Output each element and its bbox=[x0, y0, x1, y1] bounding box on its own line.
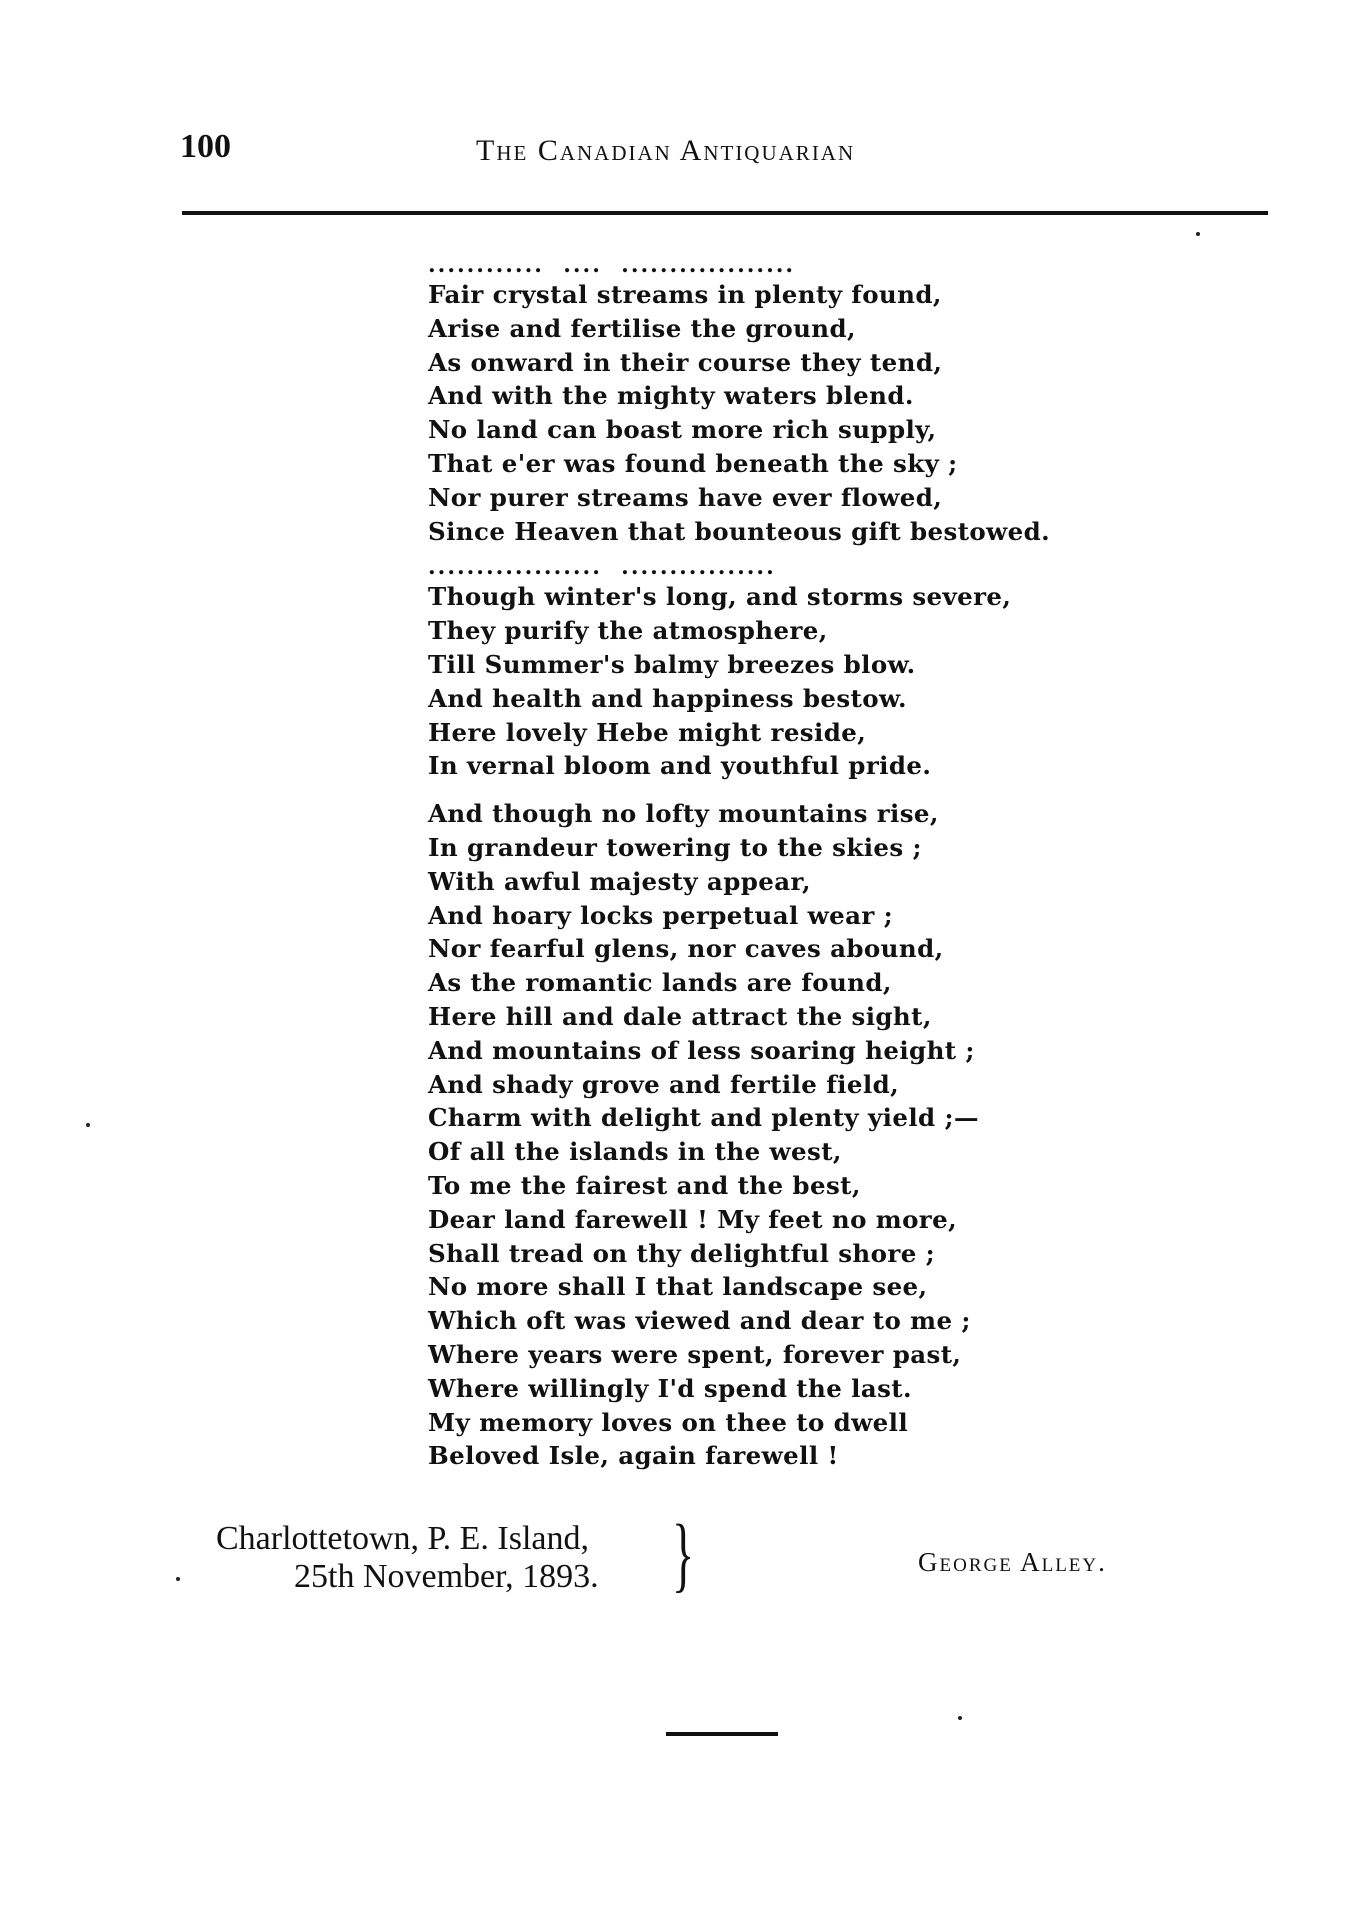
verse-line: Till Summer's balmy breezes blow. bbox=[428, 649, 916, 679]
verse-line: Here lovely Hebe might reside, bbox=[428, 717, 867, 747]
verse-line: Though winter's long, and storms severe, bbox=[428, 582, 1012, 612]
verse-line: In vernal bloom and youthful pride. bbox=[428, 751, 932, 781]
verse-line: No more shall I that landscape see, bbox=[428, 1272, 928, 1302]
dateline-place: Charlottetown, P. E. Island, bbox=[216, 1520, 590, 1557]
stanza bbox=[428, 797, 1188, 1473]
verse-line: Of all the islands in the west, bbox=[428, 1137, 842, 1167]
end-rule bbox=[666, 1732, 778, 1736]
verse-line: Arise and fertilise the ground, bbox=[428, 313, 856, 343]
ellipsis-row: .................. ................ bbox=[428, 554, 776, 581]
verse-line: My memory loves on thee to dwell bbox=[428, 1407, 909, 1437]
verse-line: That e'er was found beneath the sky ; bbox=[428, 448, 958, 478]
verse-line: To me the fairest and the best, bbox=[428, 1170, 861, 1200]
ellipsis-row: ............ .... .................. bbox=[428, 252, 796, 278]
dateline bbox=[216, 1520, 599, 1596]
ink-speck bbox=[176, 1577, 180, 1581]
verse-line: In grandeur towering to the skies ; bbox=[428, 832, 922, 862]
dateline-brace: } bbox=[672, 1508, 695, 1601]
verse-line: With awful majesty appear, bbox=[428, 866, 811, 896]
verse-line: And health and happiness bestow. bbox=[428, 683, 907, 713]
verse-line: Since Heaven that bounteous gift bestowed. bbox=[428, 516, 1051, 546]
verse-line: Nor purer streams have ever flowed, bbox=[428, 482, 943, 512]
dateline-date: 25th November, 1893. bbox=[294, 1558, 599, 1595]
verse-line: Beloved Isle, again farewell ! bbox=[428, 1441, 839, 1471]
verse-line: Here hill and dale attract the sight, bbox=[428, 1001, 932, 1031]
verse-line: And hoary locks perpetual wear ; bbox=[428, 900, 894, 930]
author-signature: George Alley. bbox=[918, 1547, 1107, 1577]
verse-line: Which oft was viewed and dear to me ; bbox=[428, 1306, 971, 1336]
page-number: 100 bbox=[180, 128, 231, 165]
verse-line: And though no lofty mountains rise, bbox=[428, 799, 939, 829]
verse-line: Where years were spent, forever past, bbox=[428, 1339, 962, 1369]
verse-line: As onward in their course they tend, bbox=[428, 347, 943, 377]
stanza bbox=[428, 278, 1188, 548]
running-head: The Canadian Antiquarian bbox=[476, 134, 856, 167]
ink-speck bbox=[1196, 232, 1200, 236]
verse-line: As the romantic lands are found, bbox=[428, 968, 892, 998]
verse-line: No land can boast more rich supply, bbox=[428, 415, 937, 445]
verse-line: Shall tread on thy delightful shore ; bbox=[428, 1238, 936, 1268]
verse-line: And shady grove and fertile field, bbox=[428, 1069, 900, 1099]
verse-line: Nor fearful glens, nor caves abound, bbox=[428, 934, 944, 964]
header-rule bbox=[182, 211, 1268, 215]
verse-line: Dear land farewell ! My feet no more, bbox=[428, 1204, 958, 1234]
verse-line: Fair crystal streams in plenty found, bbox=[428, 280, 942, 309]
verse-line: And mountains of less soaring height ; bbox=[428, 1035, 975, 1065]
ink-speck bbox=[86, 1123, 90, 1127]
stanza bbox=[428, 580, 1188, 783]
poem bbox=[428, 252, 1188, 1473]
verse-line: Where willingly I'd spend the last. bbox=[428, 1373, 912, 1403]
verse-line: They purify the atmosphere, bbox=[428, 616, 828, 646]
ink-speck bbox=[958, 1716, 962, 1720]
verse-line: And with the mighty waters blend. bbox=[428, 381, 914, 411]
verse-line: Charm with delight and plenty yield ;— bbox=[428, 1103, 979, 1133]
